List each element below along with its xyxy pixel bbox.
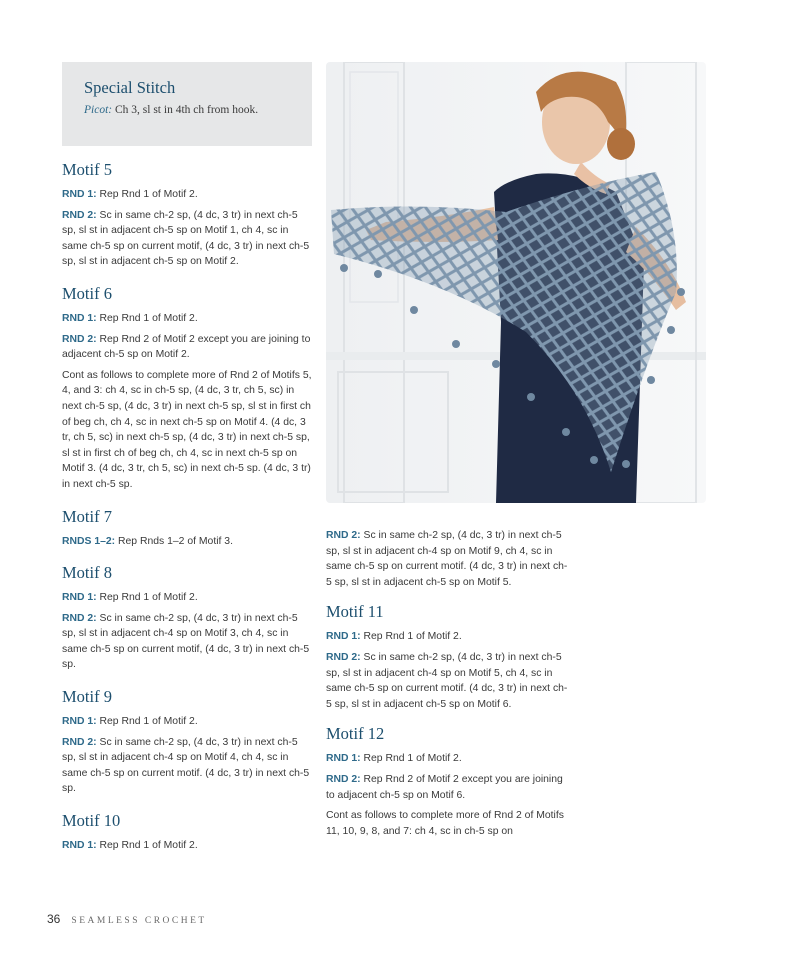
rnd-label: RND 2: (62, 612, 97, 624)
motif-heading: Motif 11 (326, 602, 384, 622)
rnd-label: RND 1: (62, 592, 97, 604)
rnd-text: Sc in same ch-2 sp, (4 dc, 3 tr) in next ch-5 sp, sl st in adjacent ch-4 sp on Motif 5, ch 4, sc in same ch-5 sp on current motif. (4 dc, 3 tr) in next ch-5 sp, sl st in adjacent ch-5 sp on Motif 6. (326, 651, 568, 710)
rnd-label: RND 2: (62, 333, 97, 345)
instruction-paragraph (62, 332, 312, 363)
rnd-label: RND 1: (62, 716, 97, 728)
rnd-label: RND 2: (62, 736, 97, 748)
rnd-text: Rep Rnd 1 of Motif 2. (96, 312, 198, 324)
picot-label: Picot: (84, 104, 113, 116)
right-sections (326, 602, 571, 839)
page-number: 36 (47, 912, 61, 926)
rnd-text: Sc in same ch-2 sp, (4 dc, 3 tr) in next ch-5 sp, sl st in adjacent ch-4 sp on Motif 3, ch 4, sc in same ch-5 sp on current motif, (4 dc, 3 tr) in next ch-5 sp. (62, 612, 310, 671)
rnd-text: Cont as follows to complete more of Rnd 2 of Motifs 5, 4, and 3: ch 4, sc in ch-5 sp, (4 dc, 3 tr, ch 5, sc) in next ch-5 sp, (4 dc, 3 tr) in next ch-5 sp, sl st in first ch of beg ch, ch 4, sc in next ch-5 sp on Motif 4. (4 dc, 3 tr, ch 5, sc) in next ch-5 sp, (4 dc, 3 tr) in next ch-5 sp, sl st in first ch of beg ch, ch 4, sc in next ch-5 sp on Motif 3. (4 dc, 3 tr, ch 5, sc) in next ch-5 sp. (4 dc, 3 tr) in next ch-5 sp. (62, 369, 312, 490)
rnd-text: Sc in same ch-2 sp, (4 dc, 3 tr) in next ch-5 sp, sl st in adjacent ch-4 sp on Motif 9, ch 4, sc in same ch-5 sp on current motif. (4 dc, 3 tr) in next ch-5 sp, sl st in adjacent ch-5 sp on Motif 5. (326, 530, 568, 588)
hair-bun (607, 128, 635, 160)
instruction-paragraph (62, 590, 312, 606)
picot-instruction: Ch 3, sl st in 4th ch from hook. (112, 104, 259, 116)
rnd-label: RND 2: (326, 530, 361, 541)
instruction-paragraph (62, 714, 312, 730)
model-photo (326, 62, 706, 503)
rnd-label: RND 2: (326, 773, 361, 785)
rnd-text: Rep Rnd 2 of Motif 2 except you are joining to adjacent ch-5 sp on Motif 6. (326, 773, 563, 801)
rnd-label: RND 2: (326, 651, 361, 663)
rnd-text: Rep Rnd 1 of Motif 2. (360, 631, 462, 643)
motif-heading: Motif 5 (62, 160, 112, 179)
rnd-label: RND 1: (326, 753, 361, 765)
rnd-label: RNDS 1–2: (62, 535, 116, 547)
instruction-paragraph (62, 368, 312, 493)
page-footer (47, 912, 207, 926)
motif-heading: Motif 12 (326, 724, 385, 744)
rnd-label: RND 2: (62, 209, 97, 221)
rnd-text: Rep Rnd 1 of Motif 2. (96, 189, 198, 200)
instruction-paragraph (62, 735, 312, 797)
rnd-label: RND 1: (62, 840, 97, 852)
instruction-paragraph (62, 838, 312, 854)
instruction-paragraph (326, 629, 571, 645)
special-stitch-heading: Special Stitch (84, 78, 176, 97)
special-stitch-text (84, 104, 290, 116)
instruction-paragraph (62, 534, 312, 550)
rnd-text: Sc in same ch-2 sp, (4 dc, 3 tr) in next ch-5 sp, sl st in adjacent ch-4 sp on Motif 4, ch 4, sc in same ch-5 sp on current motif. (4 dc, 3 tr) in next ch-5 sp. (62, 736, 310, 795)
running-title: SEAMLESS CROCHET (71, 916, 207, 926)
instruction-paragraph (62, 187, 312, 203)
rnd-label: RND 1: (62, 312, 97, 324)
instruction-paragraph (326, 808, 571, 839)
rnd-text: Rep Rnd 1 of Motif 2. (96, 840, 198, 852)
rnd-label: RND 1: (326, 631, 361, 643)
instruction-paragraph (62, 208, 312, 270)
left-column (62, 62, 312, 859)
instruction-paragraph (326, 772, 571, 803)
shawl-model-illustration (326, 62, 706, 503)
motif-heading: Motif 6 (62, 283, 112, 303)
rnd-text: Sc in same ch-2 sp, (4 dc, 3 tr) in next ch-5 sp, sl st in adjacent ch-5 sp on Motif 1, ch 4, sc in same ch-5 sp on current motif, (4 dc, 3 tr) in next ch-5 sp, sl st in adjacent ch-5 sp on Motif 2. (62, 209, 310, 268)
motif-heading: Motif 9 (62, 687, 112, 707)
rnd-text: Rep Rnd 1 of Motif 2. (360, 753, 462, 765)
rnd-text: Rep Rnd 1 of Motif 2. (96, 716, 198, 728)
instruction-paragraph (326, 751, 571, 767)
motif-heading: Motif 7 (62, 506, 112, 526)
motif-heading: Motif 8 (62, 563, 112, 583)
motif-heading: Motif 10 (62, 811, 121, 831)
right-column (326, 528, 571, 844)
special-stitch-box (62, 62, 312, 146)
rnd-text: Rep Rnds 1–2 of Motif 3. (115, 535, 233, 547)
instruction-paragraph (62, 611, 312, 673)
rnd-text: Rep Rnd 1 of Motif 2. (96, 592, 198, 604)
rnd-text: Cont as follows to complete more of Rnd 2 of Motifs 11, 10, 9, 8, and 7: ch 4, sc in ch-5 sp on (326, 810, 564, 837)
instruction-paragraph (326, 650, 571, 712)
continued-rnd-2 (326, 528, 571, 590)
left-sections (62, 160, 312, 854)
rnd-label: RND 1: (62, 189, 97, 200)
instruction-paragraph (62, 311, 312, 327)
rnd-text: Rep Rnd 2 of Motif 2 except you are joining to adjacent ch-5 sp on Motif 2. (62, 333, 311, 361)
